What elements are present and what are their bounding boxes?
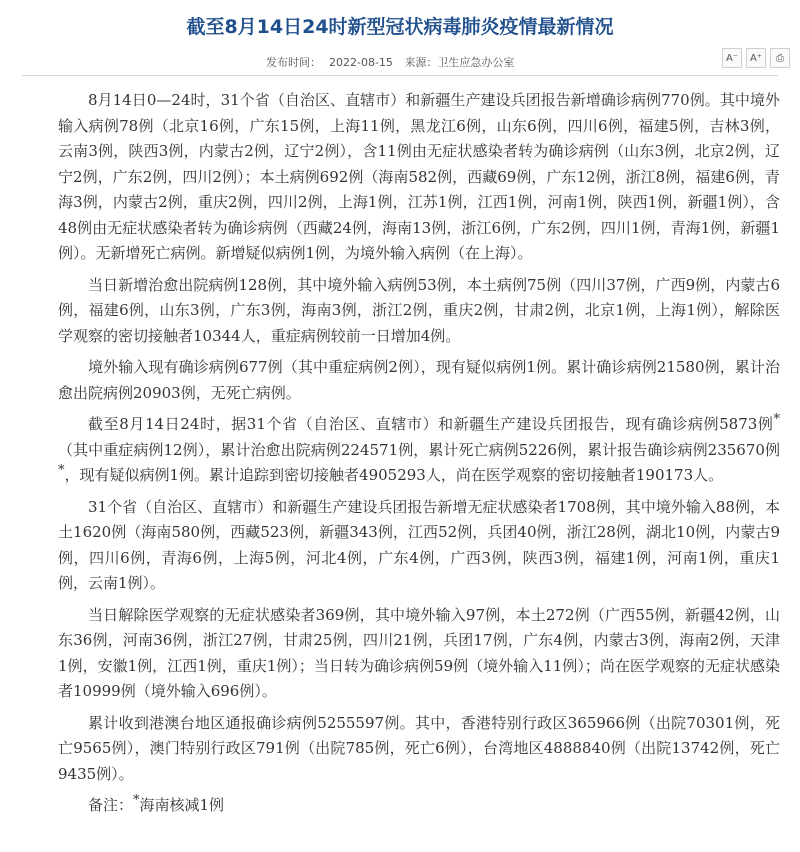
article-body (58, 88, 780, 825)
cumulative-text-3: ，现有疑似病例1例。累计追踪到密切接触者4905293人，尚在医学观察的密切接触者190173人。 (64, 466, 724, 484)
note-text: 海南核减1例 (139, 796, 225, 814)
article-toolbar (722, 48, 790, 68)
font-increase-button[interactable]: A⁺ (746, 48, 766, 68)
font-decrease-button[interactable]: A⁻ (722, 48, 742, 68)
footnote-mark: * (773, 412, 780, 427)
page-title: 截至8月14日24时新型冠状病毒肺炎疫情最新情况 (186, 16, 614, 38)
paragraph-recoveries: 当日新增治愈出院病例128例，其中境外输入病例53例，本土病例75例（四川37例，广西9例，内蒙古6例，福建6例，山东3例，广东3例，海南3例，浙江2例，重庆2例，甘肃2例，北京1例，上海1例），解除医学观察的密切接触者10344人，重症病例较前一日增加4例。 (58, 275, 780, 345)
cumulative-text-1: 截至8月14日24时，据31个省（自治区、直辖市）和新疆生产建设兵团报告，现有确诊病例5873例 (88, 415, 774, 433)
footnote-mark: * (133, 793, 140, 808)
note-label: 备注： (88, 796, 134, 814)
paragraph-new-cases: 8月14日0—24时，31个省（自治区、直辖市）和新疆生产建设兵团报告新增确诊病例770例。其中境外输入病例78例（北京16例，广东15例，上海11例，黑龙江6例，山东6例，四川6例，福建5例，吉林3例，云南3例，陕西3例，内蒙古2例，辽宁2例），含11例由无症状感染者转为确诊病例（山东3例，北京2例，辽宁2例，广东2例，四川2例）；本土病例692例（海南582例，西藏69例，广东12例，浙江8例，福建6例，青海3例，内蒙古2例，重庆2例，四川2例，上海1例，江苏1例，江西1例，河南1例，陕西1例，新疆1例），含48例由无症状感染者转为确诊病例（西藏24例，海南13例，浙江6例，广东2例，四川1例，青海1例，新疆1例）。无新增死亡病例。新增疑似病例1例，为境外输入病例（在上海）。 (58, 91, 780, 262)
cumulative-text-2: （其中重症病例12例），累计治愈出院病例224571例，累计死亡病例5226例，累计报告确诊病例235670例 (58, 440, 780, 459)
print-icon[interactable]: ⎙ (770, 48, 790, 68)
article-meta (266, 54, 522, 70)
source-name: 卫生应急办公室 (437, 56, 515, 69)
paragraph-asymptomatic-released: 当日解除医学观察的无症状感染者369例，其中境外输入97例，本土272例（广西55例，新疆42例，山东36例，河南36例，浙江27例，甘肃25例，四川21例，兵团17例，广东4例，内蒙古3例，海南2例，天津1例，安徽1例，江西1例，重庆1例）；当日转为确诊病例59例（境外输入11例）；尚在医学观察的无症状感染者10999例（境外输入696例）。 (58, 605, 780, 700)
publish-date: 2022-08-15 (329, 56, 393, 69)
paragraph-note (58, 793, 780, 819)
paragraph-imported: 境外输入现有确诊病例677例（其中重症病例2例），现有疑似病例1例。累计确诊病例21580例，累计治愈出院病例20903例，无死亡病例。 (58, 358, 780, 402)
divider (22, 75, 778, 76)
paragraph-cumulative (58, 412, 780, 489)
source-label: 来源： (404, 56, 438, 69)
paragraph-asymptomatic: 31个省（自治区、直辖市）和新疆生产建设兵团报告新增无症状感染者1708例，其中境外输入88例，本土1620例（海南580例，西藏523例，新疆343例，江西52例，兵团40例，浙江28例，湖北10例，内蒙古9例，四川6例，青海6例，上海5例，河北4例，广东4例，广西3例，陕西3例，福建1例，河南1例，重庆1例，云南1例）。 (58, 497, 780, 592)
publish-label: 发布时间： (266, 56, 321, 69)
footnote-mark: * (58, 463, 65, 478)
paragraph-hk-macao-taiwan: 累计收到港澳台地区通报确诊病例5255597例。其中，香港特别行政区365966例（出院70301例，死亡9565例），澳门特别行政区791例（出院785例，死亡6例），台湾地区4888840例（出院13742例，死亡9435例）。 (58, 713, 780, 783)
